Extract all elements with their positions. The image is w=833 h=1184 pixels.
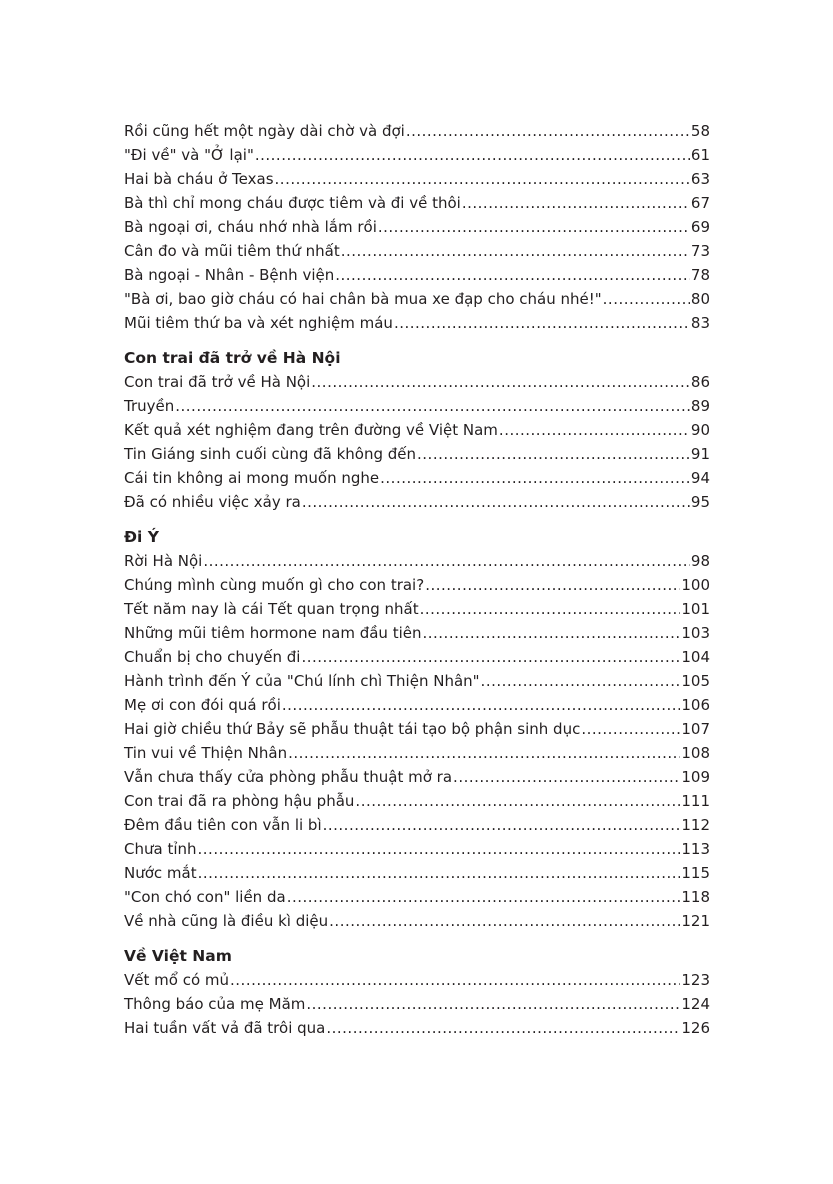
dot-leader: [275, 167, 690, 191]
entry-page-number: 111: [681, 792, 710, 810]
entry-page-number: 63: [690, 170, 710, 188]
entry-title: Vẫn chưa thấy cửa phòng phẫu thuật mở ra: [124, 768, 453, 786]
dot-leader: [203, 549, 690, 573]
entry-title: Bà ngoại ơi, cháu nhớ nhà lắm rồi: [124, 218, 377, 236]
entry-title: Thông báo của mẹ Măm: [124, 995, 306, 1013]
toc-entry: [124, 693, 710, 717]
entry-page-number: 108: [681, 744, 710, 762]
toc-entry: [124, 837, 710, 861]
entry-page-number: 80: [690, 290, 710, 308]
entry-page-number: 107: [681, 720, 710, 738]
entry-page-number: 58: [690, 122, 710, 140]
entry-title: Mẹ ơi con đói quá rồi: [124, 696, 281, 714]
entry-title: Vết mổ có mủ: [124, 971, 230, 989]
toc-entry: [124, 311, 710, 335]
toc-entry: [124, 741, 710, 765]
entry-title: Chúng mình cùng muốn gì cho con trai?: [124, 576, 425, 594]
entry-title: Con trai đã ra phòng hậu phẫu: [124, 792, 355, 810]
entry-title: Hai tuần vất vả đã trôi qua: [124, 1019, 326, 1037]
dot-leader: [462, 191, 690, 215]
entry-title: Kết quả xét nghiệm đang trên đường về Việt Nam: [124, 421, 498, 439]
dot-leader: [422, 621, 680, 645]
entry-page-number: 95: [690, 493, 710, 511]
toc-entry: [124, 789, 710, 813]
entry-page-number: 91: [690, 445, 710, 463]
toc-entry: [124, 597, 710, 621]
entry-title: Rồi cũng hết một ngày dài chờ và đợi: [124, 122, 405, 140]
entry-page-number: 78: [690, 266, 710, 284]
dot-leader: [230, 968, 680, 992]
entry-page-number: 118: [681, 888, 710, 906]
toc-entry: [124, 968, 710, 992]
entry-title: Hai giờ chiều thứ Bảy sẽ phẫu thuật tái tạo bộ phận sinh dục: [124, 720, 581, 738]
entry-page-number: 89: [690, 397, 710, 415]
toc-entry: [124, 143, 710, 167]
entry-title: Tết năm nay là cái Tết quan trọng nhất: [124, 600, 419, 618]
dot-leader: [394, 311, 690, 335]
entry-page-number: 103: [681, 624, 710, 642]
toc-entry: [124, 645, 710, 669]
toc-entry: [124, 621, 710, 645]
dot-leader: [481, 669, 681, 693]
dot-leader: [499, 418, 690, 442]
dot-leader: [420, 597, 681, 621]
dot-leader: [406, 119, 690, 143]
dot-leader: [287, 885, 681, 909]
toc-entry: [124, 167, 710, 191]
toc-entry: [124, 394, 710, 418]
toc-entry: [124, 119, 710, 143]
dot-leader: [335, 263, 690, 287]
entry-title: Đã có nhiều việc xảy ra: [124, 493, 301, 511]
entry-page-number: 83: [690, 314, 710, 332]
entry-title: Đêm đầu tiên con vẫn li bì: [124, 816, 322, 834]
entry-page-number: 113: [681, 840, 710, 858]
entry-title: Cân đo và mũi tiêm thứ nhất: [124, 242, 340, 260]
entry-title: Tin vui về Thiện Nhân: [124, 744, 288, 762]
dot-leader: [453, 765, 680, 789]
entry-page-number: 100: [681, 576, 710, 594]
dot-leader: [581, 717, 680, 741]
dot-leader: [311, 370, 690, 394]
dot-leader: [425, 573, 680, 597]
entry-title: "Con chó con" liền da: [124, 888, 286, 906]
entry-page-number: 109: [681, 768, 710, 786]
table-of-contents: [124, 119, 710, 1040]
dot-leader: [302, 490, 690, 514]
entry-title: Những mũi tiêm hormone nam đầu tiên: [124, 624, 422, 642]
dot-leader: [341, 239, 690, 263]
toc-entry: [124, 466, 710, 490]
entry-page-number: 86: [690, 373, 710, 391]
entry-page-number: 104: [681, 648, 710, 666]
toc-entry: [124, 992, 710, 1016]
toc-entry: [124, 442, 710, 466]
entry-title: Bà thì chỉ mong cháu được tiêm và đi về thôi: [124, 194, 461, 212]
dot-leader: [329, 909, 680, 933]
dot-leader: [301, 645, 680, 669]
entry-page-number: 121: [681, 912, 710, 930]
dot-leader: [355, 789, 680, 813]
entry-title: "Đi về" và "Ở lại": [124, 146, 254, 164]
entry-page-number: 105: [681, 672, 710, 690]
entry-title: Rời Hà Nội: [124, 552, 203, 570]
entry-page-number: 101: [681, 600, 710, 618]
section-heading: Đi Ý: [124, 528, 159, 546]
entry-title: Bà ngoại - Nhân - Bệnh viện: [124, 266, 335, 284]
entry-title: Tin Giáng sinh cuối cùng đã không đến: [124, 445, 417, 463]
entry-page-number: 126: [681, 1019, 710, 1037]
entry-page-number: 73: [690, 242, 710, 260]
toc-entry: [124, 885, 710, 909]
toc-entry: [124, 215, 710, 239]
toc-entry: [124, 813, 710, 837]
toc-entry: [124, 191, 710, 215]
dot-leader: [282, 693, 680, 717]
entry-page-number: 94: [690, 469, 710, 487]
toc-entry: [124, 549, 710, 573]
dot-leader: [306, 992, 680, 1016]
entry-page-number: 90: [690, 421, 710, 439]
toc-entry: [124, 263, 710, 287]
dot-leader: [323, 813, 681, 837]
entry-page-number: 67: [690, 194, 710, 212]
dot-leader: [417, 442, 690, 466]
entry-page-number: 123: [681, 971, 710, 989]
toc-entry: [124, 861, 710, 885]
toc-entry: [124, 669, 710, 693]
entry-page-number: 98: [690, 552, 710, 570]
dot-leader: [198, 837, 681, 861]
entry-title: Hai bà cháu ở Texas: [124, 170, 274, 188]
entry-title: Mũi tiêm thứ ba và xét nghiệm máu: [124, 314, 393, 332]
toc-entry: [124, 490, 710, 514]
toc-entry: [124, 418, 710, 442]
toc-entry: [124, 909, 710, 933]
entry-page-number: 112: [681, 816, 710, 834]
dot-leader: [603, 287, 690, 311]
entry-title: Truyền: [124, 397, 175, 415]
section-heading: Con trai đã trở về Hà Nội: [124, 349, 341, 367]
entry-title: "Bà ơi, bao giờ cháu có hai chân bà mua xe đạp cho cháu nhé!": [124, 290, 602, 308]
toc-entry: [124, 287, 710, 311]
dot-leader: [326, 1016, 680, 1040]
toc-entry: [124, 765, 710, 789]
entry-page-number: 124: [681, 995, 710, 1013]
entry-title: Chuẩn bị cho chuyến đi: [124, 648, 301, 666]
entry-page-number: 69: [690, 218, 710, 236]
dot-leader: [378, 215, 690, 239]
toc-entry: [124, 1016, 710, 1040]
entry-page-number: 61: [690, 146, 710, 164]
section-heading: Về Việt Nam: [124, 947, 232, 965]
toc-entry: [124, 370, 710, 394]
entry-title: Cái tin không ai mong muốn nghe: [124, 469, 380, 487]
entry-title: Con trai đã trở về Hà Nội: [124, 373, 311, 391]
toc-entry: [124, 573, 710, 597]
entry-page-number: 115: [681, 864, 710, 882]
entry-title: Chưa tỉnh: [124, 840, 197, 858]
toc-entry: [124, 717, 710, 741]
entry-page-number: 106: [681, 696, 710, 714]
entry-title: Về nhà cũng là điều kì diệu: [124, 912, 329, 930]
dot-leader: [175, 394, 690, 418]
dot-leader: [198, 861, 681, 885]
entry-title: Hành trình đến Ý của "Chú lính chì Thiện Nhân": [124, 672, 480, 690]
entry-title: Nước mắt: [124, 864, 197, 882]
toc-entry: [124, 239, 710, 263]
dot-leader: [288, 741, 680, 765]
dot-leader: [255, 143, 690, 167]
dot-leader: [380, 466, 690, 490]
